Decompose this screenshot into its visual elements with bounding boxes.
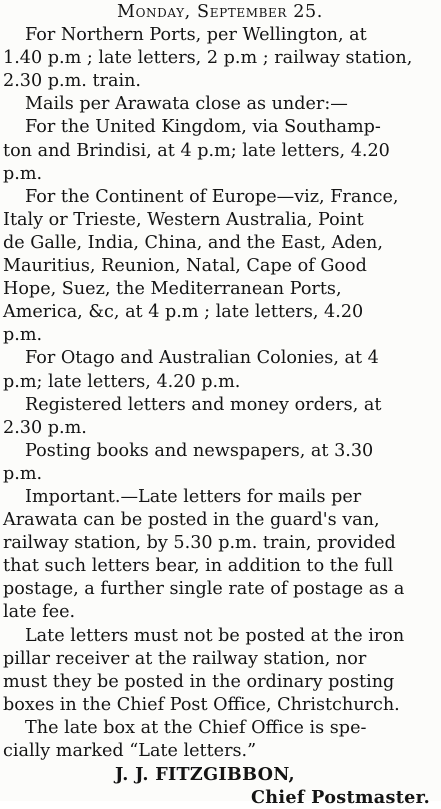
notice-paragraph bbox=[3, 24, 437, 93]
notice-paragraph bbox=[3, 625, 437, 717]
signatory-title: Chief Postmaster. bbox=[251, 787, 431, 809]
notice-paragraph bbox=[3, 347, 437, 393]
text-line: The late box at the Chief Office is spe- bbox=[25, 717, 367, 738]
notice-date-heading: Monday, September 25. bbox=[117, 2, 323, 22]
text-line: that such letters bear, in addition to the full bbox=[3, 556, 394, 577]
text-line: p.m. bbox=[3, 463, 43, 484]
text-line: Late letters must not be posted at the iron bbox=[25, 625, 405, 646]
text-line: For Otago and Australian Colonies, at 4 bbox=[25, 348, 379, 369]
text-line: Mails per Arawata close as under:— bbox=[25, 94, 348, 115]
text-line: Posting books and newspapers, at 3.30 bbox=[25, 440, 374, 461]
text-line: p.m. bbox=[3, 325, 43, 346]
text-line: postage, a further single rate of postage as a bbox=[3, 579, 405, 600]
notice-paragraph bbox=[3, 116, 437, 185]
text-line: America, &c, at 4 p.m ; late letters, 4.20 bbox=[3, 302, 364, 323]
notice-paragraph bbox=[3, 186, 437, 348]
text-line: must they be posted in the ordinary posting bbox=[3, 671, 395, 692]
text-line: For the United Kingdom, via Southamp- bbox=[25, 117, 381, 138]
signature-block bbox=[3, 763, 437, 809]
text-line: Arawata can be posted in the guard's van, bbox=[3, 510, 380, 531]
text-line: Italy or Trieste, Western Australia, Point bbox=[3, 209, 364, 230]
notice-paragraph bbox=[3, 486, 437, 625]
text-line: 2.30 p.m. bbox=[3, 417, 87, 438]
text-line: pillar receiver at the railway station, nor bbox=[3, 648, 367, 669]
text-line: ton and Brindisi, at 4 p.m; late letters, 4.20 bbox=[3, 140, 390, 161]
text-line: cially marked “Late letters.” bbox=[3, 741, 257, 761]
notice-paragraph bbox=[3, 717, 437, 763]
text-line: p.m; late letters, 4.20 p.m. bbox=[3, 371, 241, 392]
text-line: boxes in the Chief Post Office, Christchurch. bbox=[3, 694, 400, 715]
text-line: For the Continent of Europe—viz, France, bbox=[25, 186, 399, 207]
text-line: de Galle, India, China, and the East, Aden, bbox=[3, 232, 383, 253]
text-line: railway station, by 5.30 p.m. train, provided bbox=[3, 533, 396, 554]
text-line: late fee. bbox=[3, 602, 76, 623]
text-line: Mauritius, Reunion, Natal, Cape of Good bbox=[3, 256, 367, 277]
text-line: For Northern Ports, per Wellington, at bbox=[25, 25, 367, 46]
text-line: p.m. bbox=[3, 163, 43, 184]
notice-body bbox=[3, 24, 437, 763]
notice-paragraph bbox=[3, 93, 437, 116]
signatory-name: J. J. FITZGIBBON, bbox=[115, 764, 295, 786]
text-line: Important.—Late letters for mails per bbox=[25, 486, 362, 507]
text-line: Registered letters and money orders, at bbox=[25, 394, 382, 415]
text-line: Hope, Suez, the Mediterranean Ports, bbox=[3, 279, 342, 300]
notice-paragraph bbox=[3, 394, 437, 440]
text-line: 2.30 p.m. train. bbox=[3, 71, 142, 92]
notice-paragraph bbox=[3, 440, 437, 486]
text-line: 1.40 p.m ; late letters, 2 p.m ; railway station, bbox=[3, 48, 413, 69]
